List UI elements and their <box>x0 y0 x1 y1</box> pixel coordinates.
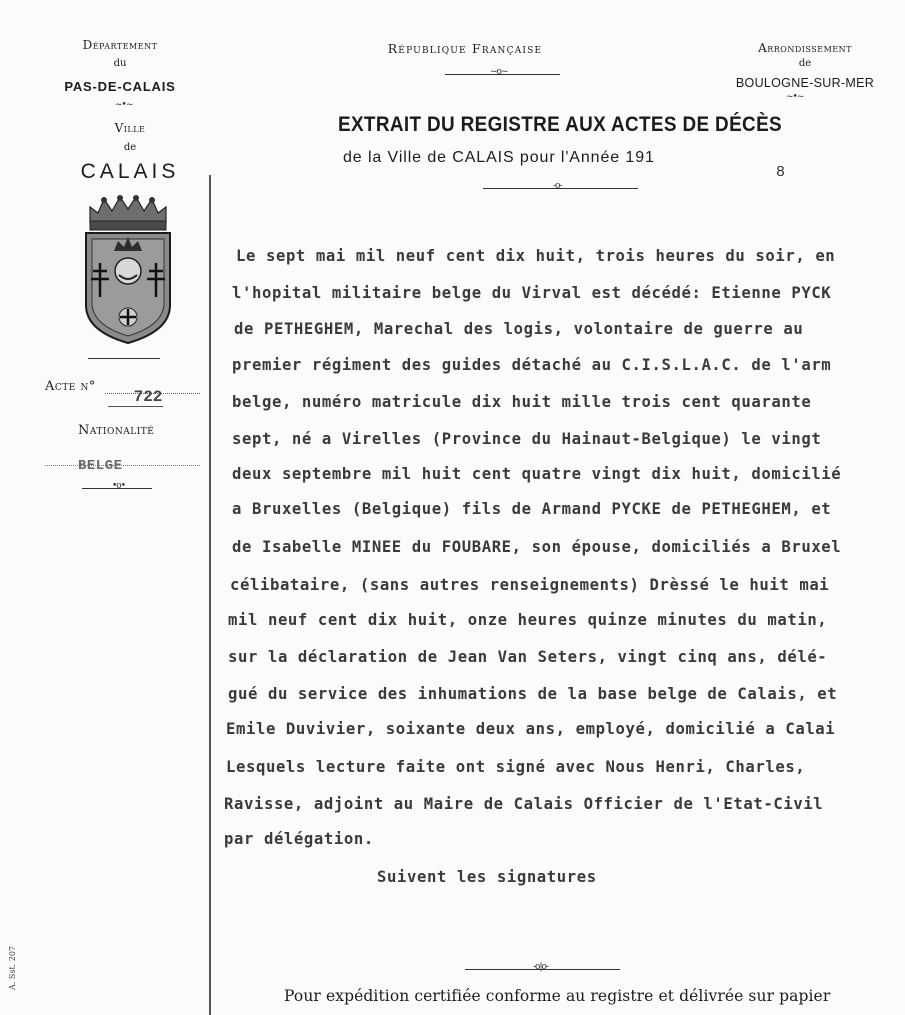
body-line-5: belge, numéro matricule dix huit mille trois cent quarante <box>232 393 812 411</box>
body-line-4: premier régiment des guides détaché au C.I.S.L.A.C. de l'arm <box>232 356 832 374</box>
side-printer-mark: A. Sst. 207 <box>8 945 17 990</box>
year-digit: 8 <box>776 164 786 181</box>
acte-number-underline <box>108 406 163 407</box>
body-line-1: Le sept mai mil neuf cent dix huit, trois heures du soir, en <box>236 247 836 265</box>
body-line-15: Lesquels lecture faite ont signé avec Nous Henri, Charles, <box>226 758 806 776</box>
body-line-16: Ravisse, adjoint au Maire de Calais Officier de l'Etat-Civil <box>224 795 824 813</box>
body-line-2: l'hopital militaire belge du Virval est décédé: Etienne PYCK <box>232 284 832 302</box>
acte-number: 722 <box>133 388 163 406</box>
document-subtitle: de la Ville de CALAIS pour l'Année 191 <box>343 149 655 166</box>
calais-coat-of-arms-icon <box>78 193 178 348</box>
de-label-left: de <box>123 142 137 153</box>
ornament-left-1: ~•~ <box>115 100 133 110</box>
ornament-right: ~•~ <box>786 92 804 102</box>
de-label-right: de <box>798 58 812 69</box>
document-title: EXTRAIT DU REGISTRE AUX ACTES DE DÉCÈS <box>337 112 783 136</box>
body-line-10: célibataire, (sans autres renseignements) Drèssé le huit mai <box>230 576 830 594</box>
pas-de-calais-label: PAS-DE-CALAIS <box>64 79 176 94</box>
signatures-line: Suivent les signatures <box>377 868 597 886</box>
ornament-republique: ~o~ <box>490 67 508 77</box>
ornament-footer: -o|o- <box>533 962 548 972</box>
divider-arms <box>88 358 160 359</box>
body-line-6: sept, né a Virelles (Province du Hainaut-Belgique) le vingt <box>232 430 822 448</box>
calais-label: CALAIS <box>80 160 180 183</box>
ornament-title: -o- <box>553 181 562 191</box>
boulogne-label: BOULOGNE-SUR-MER <box>735 76 875 90</box>
body-line-11: mil neuf cent dix huit, onze heures quinze minutes du matin, <box>228 611 828 629</box>
body-line-7: deux septembre mil huit cent quatre vingt dix huit, domicilié <box>232 465 842 483</box>
departement-label: Département <box>82 38 158 52</box>
nationalite-value: BELGE <box>78 458 123 474</box>
arrondissement-label: Arrondissement <box>758 41 852 55</box>
margin-vertical-rule <box>209 175 211 1015</box>
republique-label: République Française <box>387 41 543 56</box>
body-line-14: Emile Duvivier, soixante deux ans, employé, domicilié a Calai <box>226 720 836 738</box>
body-line-17: par délégation. <box>224 830 374 848</box>
body-line-12: sur la déclaration de Jean Van Seters, vingt cinq ans, délé- <box>228 648 828 666</box>
body-line-8: a Bruxelles (Belgique) fils de Armand PYCKE de PETHEGHEM, et <box>232 500 832 518</box>
body-line-13: gué du service des inhumations de la base belge de Calais, et <box>228 685 838 703</box>
ville-label: Ville <box>114 121 146 135</box>
du-label: du <box>113 58 127 69</box>
nationalite-label: Nationalité <box>78 423 155 438</box>
footer-certification: Pour expédition certifiée conforme au registre et délivrée sur papier <box>284 987 831 1005</box>
acte-label: Acte n° <box>45 379 96 394</box>
body-line-3: de PETHEGHEM, Marechal des logis, volontaire de guerre au <box>234 320 804 338</box>
ornament-margin: •o• <box>112 481 126 491</box>
body-line-9: de Isabelle MINEE du FOUBARE, son épouse, domiciliés a Bruxel <box>232 538 842 556</box>
